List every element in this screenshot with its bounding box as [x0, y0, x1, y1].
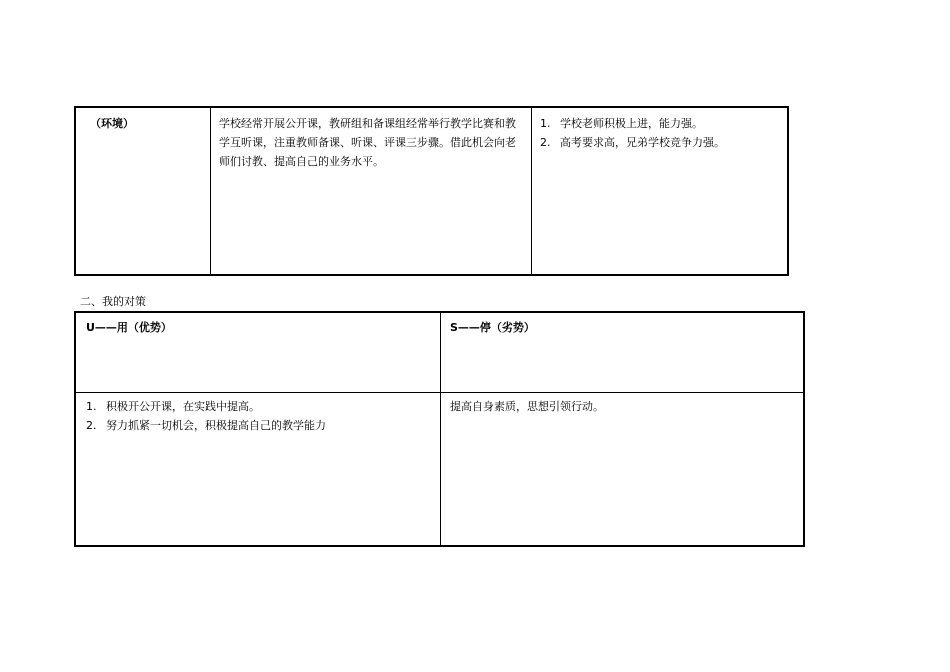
list-text: 努力抓紧一切机会，积极提高自己的教学能力 — [106, 419, 326, 432]
list-text: 高考要求高，兄弟学校竞争力强。 — [560, 136, 725, 149]
list-number: 1. — [86, 400, 97, 413]
weaknesses-text: 提高自身素质，思想引领行动。 — [450, 400, 604, 413]
environment-list — [540, 114, 780, 152]
row-divider — [76, 392, 803, 393]
list-item — [86, 416, 436, 435]
list-number: 2. — [540, 136, 551, 149]
list-text: 学校老师积极上进，能力强。 — [560, 117, 703, 130]
strengths-list — [86, 397, 436, 435]
section-title: 二、我的对策 — [80, 295, 146, 308]
list-item — [540, 133, 780, 152]
list-number: 1. — [540, 117, 551, 130]
environment-table — [74, 106, 789, 276]
strategy-table — [74, 311, 805, 547]
list-number: 2. — [86, 419, 97, 432]
list-item — [86, 397, 436, 416]
list-text: 积极开公开课，在实践中提高。 — [106, 400, 260, 413]
environment-label: （环境） — [90, 117, 134, 130]
column-divider — [531, 108, 532, 274]
list-item — [540, 114, 780, 133]
column-divider — [210, 108, 211, 274]
weaknesses-header: S——停（劣势） — [450, 321, 535, 334]
column-divider — [440, 313, 441, 545]
environment-description: 学校经常开展公开课，教研组和备课组经常举行教学比赛和教学互听课，注重教师备课、听课、评课三步骤。借此机会向老师们讨教、提高自己的业务水平。 — [219, 117, 516, 168]
strengths-header: U——用（优势） — [86, 321, 172, 334]
